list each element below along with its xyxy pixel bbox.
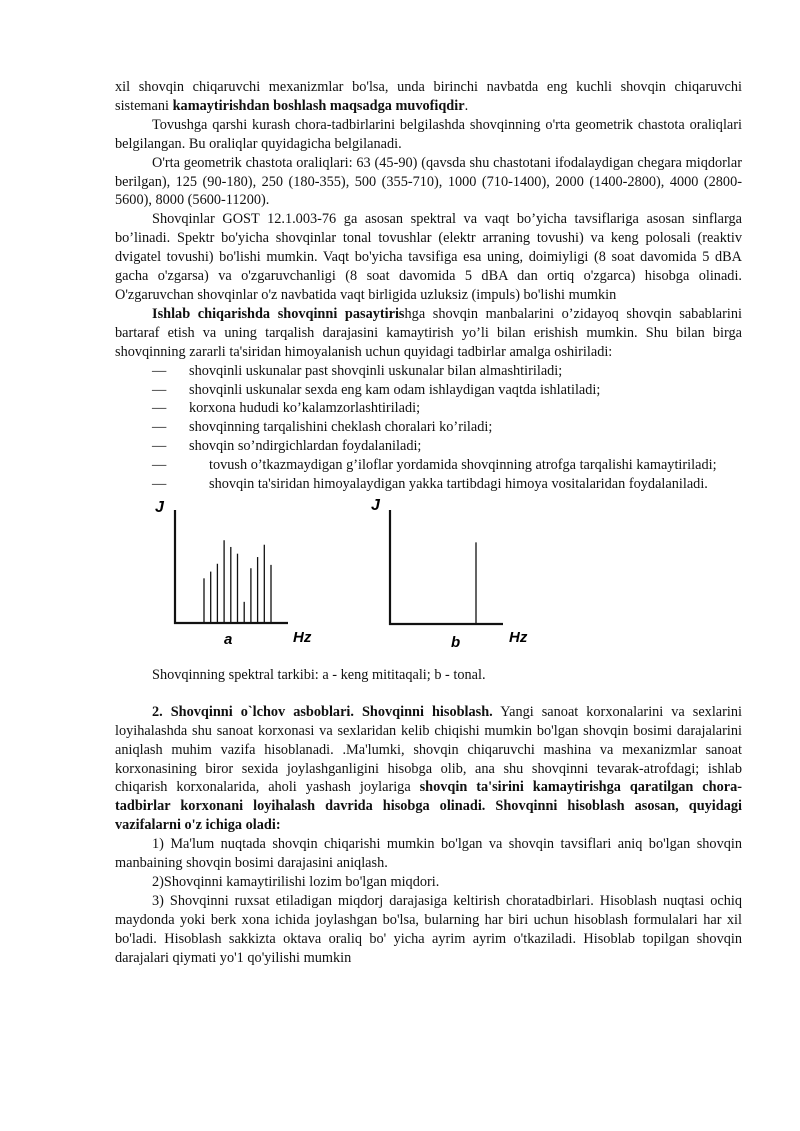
- paragraph-5: [115, 305, 742, 362]
- list-dash: —: [152, 419, 167, 436]
- list-item-text: korxona hududi ko’kalamzorlashtiriladi;: [189, 400, 421, 417]
- paragraph-1: [115, 78, 742, 116]
- paragraph-3: O'rta geometrik chastota oraliqlari: 63 (45-90) (qavsda shu chastotani ifodalaydigan chegara miqdorlar berilgan), 125 (90-180), 250 (180-355), 500 (355-710), 1000 (710-1400), 2000 (1400-2800), 4000 (2800-5600), 8000 (5600-11200).: [115, 154, 742, 209]
- list-item-text: shovqin ta'siridan himoyalaydigan yakka tartibdagi himoya vositalaridan foydalaniladi.: [209, 476, 708, 493]
- list-dash: —: [152, 438, 167, 455]
- list-item-text: shovqinning tarqalishini cheklash choralari ko’riladi;: [189, 419, 493, 436]
- task-item-1: 1) Ma'lum nuqtada shovqin chiqarishi mumkin bo'lgan va shovqin tavsiflari aniq bo'lgan shovqin manbaining shovqin bosimi darajasini aniqlash.: [115, 836, 742, 872]
- list-item-text: shovqin so’ndirgichlardan foydalaniladi;: [189, 438, 422, 455]
- diagram-b-label: b: [451, 633, 461, 651]
- list-dash: —: [152, 457, 167, 474]
- task-item-3: 3) Shovqinni ruxsat etiladigan miqdorj darajasiga keltirish choratadbirlari. Hisoblash nuqtasi ochiq maydonda yoki berk xona ichida joylashgan bo'lsa, bularning har biri uchun hisoblash formulalari har xil bo'ladi. Hisoblash sakkizta oktava oraliq bo' yicha ayrim ayrim o'tkaziladi. Hisoblab topilgan shovqin darajalari qiymati yo'1 qo'yilishi mumkin: [115, 892, 742, 966]
- list-dash: —: [152, 381, 167, 398]
- list-dash: —: [152, 476, 167, 493]
- paragraph-5-text: hga shovqin manbalarini o’zidayoq shovqin sabablarini bartaraf etish va uning tarqalish darajasini kamaytirish yo’li bilan erishish mumkin. Shu bilan birga shovqinning zararli ta'siridan himoyalanish uchun quyidagi tadbirlar amalga oshiriladi:: [115, 305, 742, 360]
- spectrum-diagrams: [115, 496, 742, 666]
- list-item: [115, 399, 742, 418]
- list-item-text: tovush o’tkazmaydigan g’iloflar yordamida shovqinning atrofga tarqalishi kamaytiriladi;: [209, 457, 717, 474]
- paragraph-1-end: .: [464, 97, 469, 114]
- list-item: [115, 437, 742, 456]
- diagram-a-x-label: Hz: [293, 628, 312, 646]
- list-item-text: shovqinli uskunalar past shovqinli uskunalar bilan almashtiriladi;: [189, 362, 563, 379]
- section-2-text: Yangi sanoat korxonalarini va sexlarini loyihalashda shu sanoat korxonasi va sexlaridan kelib chiqishi mumkin bo'lgan shovqin bosimi darajalarini aniqlash muhim vazifa hisoblanadi. .Ma'lumki, shovqin chiqaruvchi mashina va mexanizmlar sanoat korxonasining biror sexida joylashganligini hisobga olib, ana shu shovqinni tevarak-atrofdagi; ishlab chiqarish korxonalarida, aholi yashash joylariga: [115, 703, 742, 796]
- diagram-a-lines: [204, 540, 271, 622]
- document-page: [115, 78, 742, 968]
- section-2-bold-text: shovqin ta'sirini kamaytirishga qaratilgan chora-tadbirlar korxonani loyihalash davrida hisobga olinadi. Shovqinni hisoblash asosan, quyidagi vazifalarni o'z ichiga oladi:: [115, 779, 742, 834]
- task-item-2: 2)Shovqinni kamaytirilishi lozim bo'lgan miqdori.: [152, 874, 440, 890]
- diagram-b-x-label: Hz: [509, 628, 528, 646]
- list-item-wrapped: [115, 475, 742, 494]
- section-2-heading: 2. Shovqinni o`lchov asboblari. Shovqinni hisoblash.: [152, 703, 493, 720]
- list-dash: —: [152, 400, 167, 417]
- paragraph-2: Tovushga qarshi kurash chora-tadbirlarini belgilashda shovqinning o'rta geometrik chastota oraliqlari belgilangan. Bu oraliqlar quyidagicha belgilanadi.: [115, 116, 742, 152]
- list-item-text: shovqinli uskunalar sexda eng kam odam ishlaydigan vaqtda ishlatiladi;: [189, 381, 601, 398]
- diagram-b-y-label: J: [371, 496, 380, 514]
- diagram-a-label: a: [224, 630, 233, 648]
- figure-caption: Shovqinning spektral tarkibi: a - keng mititaqali; b - tonal.: [152, 666, 486, 683]
- list-item-wrapped: [115, 456, 742, 475]
- list-dash: —: [152, 362, 167, 379]
- spectrum-figure: [115, 496, 742, 666]
- diagram-a-y-label: J: [155, 498, 164, 516]
- list-item: [115, 418, 742, 437]
- paragraph-5-bold: Ishlab chiqarishda shovqinni pasaytiris: [152, 305, 405, 322]
- paragraph-4: Shovqinlar GOST 12.1.003-76 ga asosan spektral va vaqt bo’yicha tavsiflariga asosan sinflarga bo’linadi. Spektr bo'yicha shovqinlar tonal tovushlar (elektr arraning tovushi) va keng polosali (reaktiv dvigatel tovushi) bo'lishi mumkin. Vaqt bo'yicha tavsifiga esa uning, doimiyligi (8 soat davomida 5 dBA gacha o'zgarsa) va o'zgaruvchanligi (8 soat davomida 5 dBA dan ortiq o'zgarca) hisobga olinadi. O'zgaruvchan shovqinlar o'z navbatida vaqt birligida uzluksiz (impuls) bo'lishi mumkin: [115, 211, 742, 303]
- list-item: [115, 362, 742, 381]
- paragraph-1-bold: kamaytirishdan boshlash maqsadga muvofiqdir: [172, 97, 465, 114]
- paragraph-1-text: xil shovqin chiqaruvchi mexanizmlar bo'lsa, unda birinchi navbatda eng kuchli shovqin chiqaruvchi sistemani: [115, 79, 742, 114]
- section-2-paragraph: [115, 703, 742, 835]
- list-item: [115, 381, 742, 400]
